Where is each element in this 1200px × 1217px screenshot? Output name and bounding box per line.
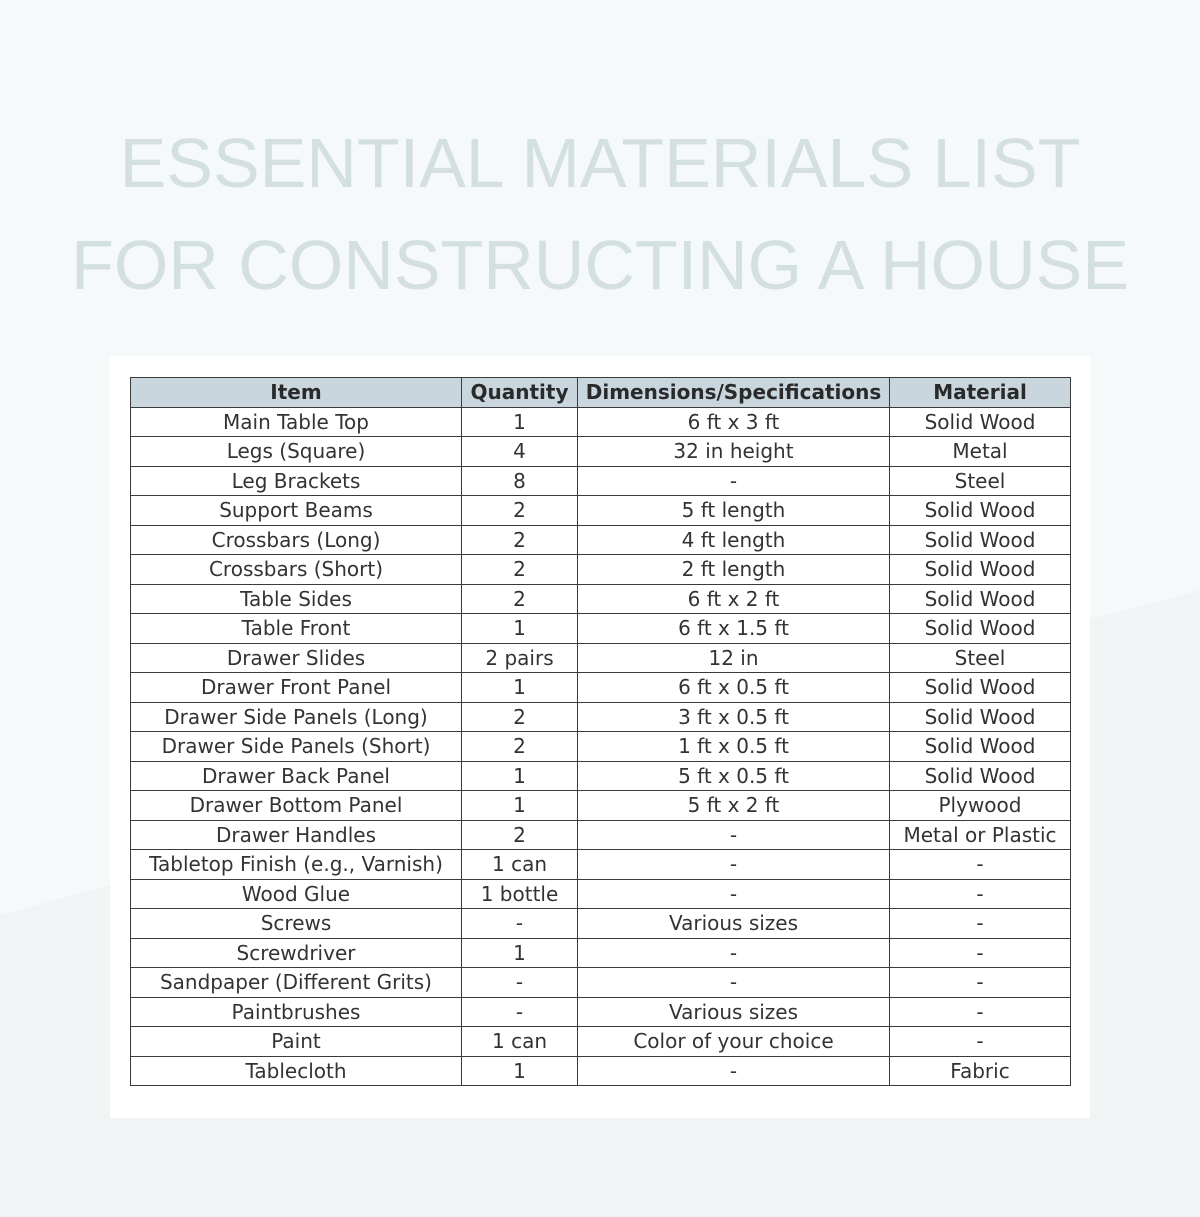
table-row [131, 879, 1071, 909]
cell-item: Support Beams [131, 496, 462, 526]
table-row [131, 850, 1071, 880]
cell-quantity: 2 [462, 584, 578, 614]
cell-material: Solid Wood [890, 407, 1071, 437]
table-row [131, 584, 1071, 614]
table-row [131, 909, 1071, 939]
cell-item: Drawer Handles [131, 820, 462, 850]
cell-quantity: 1 [462, 1056, 578, 1086]
cell-quantity: 2 [462, 820, 578, 850]
cell-dimensions: - [578, 820, 890, 850]
cell-material: Metal or Plastic [890, 820, 1071, 850]
table-row [131, 466, 1071, 496]
cell-material: - [890, 1027, 1071, 1057]
cell-item: Screws [131, 909, 462, 939]
table-row [131, 1027, 1071, 1057]
cell-material: Solid Wood [890, 555, 1071, 585]
cell-dimensions: 6 ft x 3 ft [578, 407, 890, 437]
cell-dimensions: Color of your choice [578, 1027, 890, 1057]
table-row [131, 673, 1071, 703]
cell-quantity: - [462, 968, 578, 998]
table-row [131, 525, 1071, 555]
cell-dimensions: 6 ft x 0.5 ft [578, 673, 890, 703]
cell-material: Solid Wood [890, 614, 1071, 644]
table-row [131, 791, 1071, 821]
cell-dimensions: - [578, 850, 890, 880]
cell-dimensions: 1 ft x 0.5 ft [578, 732, 890, 762]
cell-material: - [890, 879, 1071, 909]
cell-item: Table Sides [131, 584, 462, 614]
cell-material: - [890, 997, 1071, 1027]
cell-quantity: 1 can [462, 1027, 578, 1057]
cell-material: Fabric [890, 1056, 1071, 1086]
cell-material: - [890, 909, 1071, 939]
cell-dimensions: 4 ft length [578, 525, 890, 555]
materials-table [130, 377, 1071, 1086]
cell-item: Crossbars (Long) [131, 525, 462, 555]
header-dimensions: Dimensions/Specifications [578, 378, 890, 408]
table-row [131, 1056, 1071, 1086]
cell-material: Solid Wood [890, 496, 1071, 526]
cell-quantity: - [462, 909, 578, 939]
cell-material: - [890, 850, 1071, 880]
cell-quantity: 2 [462, 496, 578, 526]
table-row [131, 968, 1071, 998]
cell-quantity: 1 [462, 791, 578, 821]
header-row [131, 378, 1071, 408]
cell-item: Drawer Front Panel [131, 673, 462, 703]
cell-quantity: 1 [462, 938, 578, 968]
cell-dimensions: 32 in height [578, 437, 890, 467]
table-row [131, 732, 1071, 762]
cell-item: Table Front [131, 614, 462, 644]
table-row [131, 761, 1071, 791]
cell-item: Crossbars (Short) [131, 555, 462, 585]
table-row [131, 997, 1071, 1027]
cell-quantity: 1 [462, 761, 578, 791]
cell-material: - [890, 968, 1071, 998]
cell-dimensions: 5 ft x 0.5 ft [578, 761, 890, 791]
cell-quantity: 2 [462, 702, 578, 732]
table-row [131, 702, 1071, 732]
cell-quantity: 1 [462, 614, 578, 644]
cell-item: Leg Brackets [131, 466, 462, 496]
table-row [131, 938, 1071, 968]
cell-material: Plywood [890, 791, 1071, 821]
cell-quantity: 2 [462, 525, 578, 555]
cell-quantity: - [462, 997, 578, 1027]
cell-item: Paintbrushes [131, 997, 462, 1027]
cell-dimensions: - [578, 968, 890, 998]
table-row [131, 555, 1071, 585]
cell-dimensions: - [578, 879, 890, 909]
page-title-line-1: ESSENTIAL MATERIALS LIST [119, 124, 1081, 202]
cell-dimensions: 5 ft x 2 ft [578, 791, 890, 821]
cell-item: Drawer Bottom Panel [131, 791, 462, 821]
cell-material: Solid Wood [890, 673, 1071, 703]
cell-material: Solid Wood [890, 702, 1071, 732]
cell-quantity: 2 [462, 732, 578, 762]
cell-dimensions: 5 ft length [578, 496, 890, 526]
table-row [131, 614, 1071, 644]
cell-dimensions: 3 ft x 0.5 ft [578, 702, 890, 732]
cell-quantity: 1 [462, 407, 578, 437]
cell-item: Tablecloth [131, 1056, 462, 1086]
cell-material: Solid Wood [890, 525, 1071, 555]
cell-item: Paint [131, 1027, 462, 1057]
table-row [131, 437, 1071, 467]
cell-quantity: 4 [462, 437, 578, 467]
cell-material: Steel [890, 466, 1071, 496]
cell-quantity: 1 can [462, 850, 578, 880]
cell-item: Wood Glue [131, 879, 462, 909]
cell-item: Drawer Back Panel [131, 761, 462, 791]
cell-item: Tabletop Finish (e.g., Varnish) [131, 850, 462, 880]
header-material: Material [890, 378, 1071, 408]
table-row [131, 820, 1071, 850]
cell-item: Drawer Side Panels (Long) [131, 702, 462, 732]
cell-material: Solid Wood [890, 584, 1071, 614]
table-row [131, 407, 1071, 437]
cell-item: Screwdriver [131, 938, 462, 968]
cell-dimensions: 12 in [578, 643, 890, 673]
cell-item: Drawer Side Panels (Short) [131, 732, 462, 762]
cell-quantity: 2 [462, 555, 578, 585]
page-title-line-2: FOR CONSTRUCTING A HOUSE [71, 226, 1129, 304]
cell-dimensions: 6 ft x 2 ft [578, 584, 890, 614]
cell-dimensions: 6 ft x 1.5 ft [578, 614, 890, 644]
cell-dimensions: - [578, 466, 890, 496]
table-row [131, 643, 1071, 673]
cell-quantity: 8 [462, 466, 578, 496]
cell-dimensions: - [578, 938, 890, 968]
cell-dimensions: Various sizes [578, 909, 890, 939]
cell-dimensions: - [578, 1056, 890, 1086]
table-row [131, 496, 1071, 526]
cell-material: Steel [890, 643, 1071, 673]
cell-dimensions: Various sizes [578, 997, 890, 1027]
cell-dimensions: 2 ft length [578, 555, 890, 585]
header-item: Item [131, 378, 462, 408]
cell-quantity: 1 [462, 673, 578, 703]
cell-item: Sandpaper (Different Grits) [131, 968, 462, 998]
cell-material: Metal [890, 437, 1071, 467]
cell-quantity: 1 bottle [462, 879, 578, 909]
cell-material: Solid Wood [890, 732, 1071, 762]
cell-item: Drawer Slides [131, 643, 462, 673]
cell-material: - [890, 938, 1071, 968]
cell-item: Main Table Top [131, 407, 462, 437]
header-quantity: Quantity [462, 378, 578, 408]
cell-quantity: 2 pairs [462, 643, 578, 673]
cell-material: Solid Wood [890, 761, 1071, 791]
cell-item: Legs (Square) [131, 437, 462, 467]
